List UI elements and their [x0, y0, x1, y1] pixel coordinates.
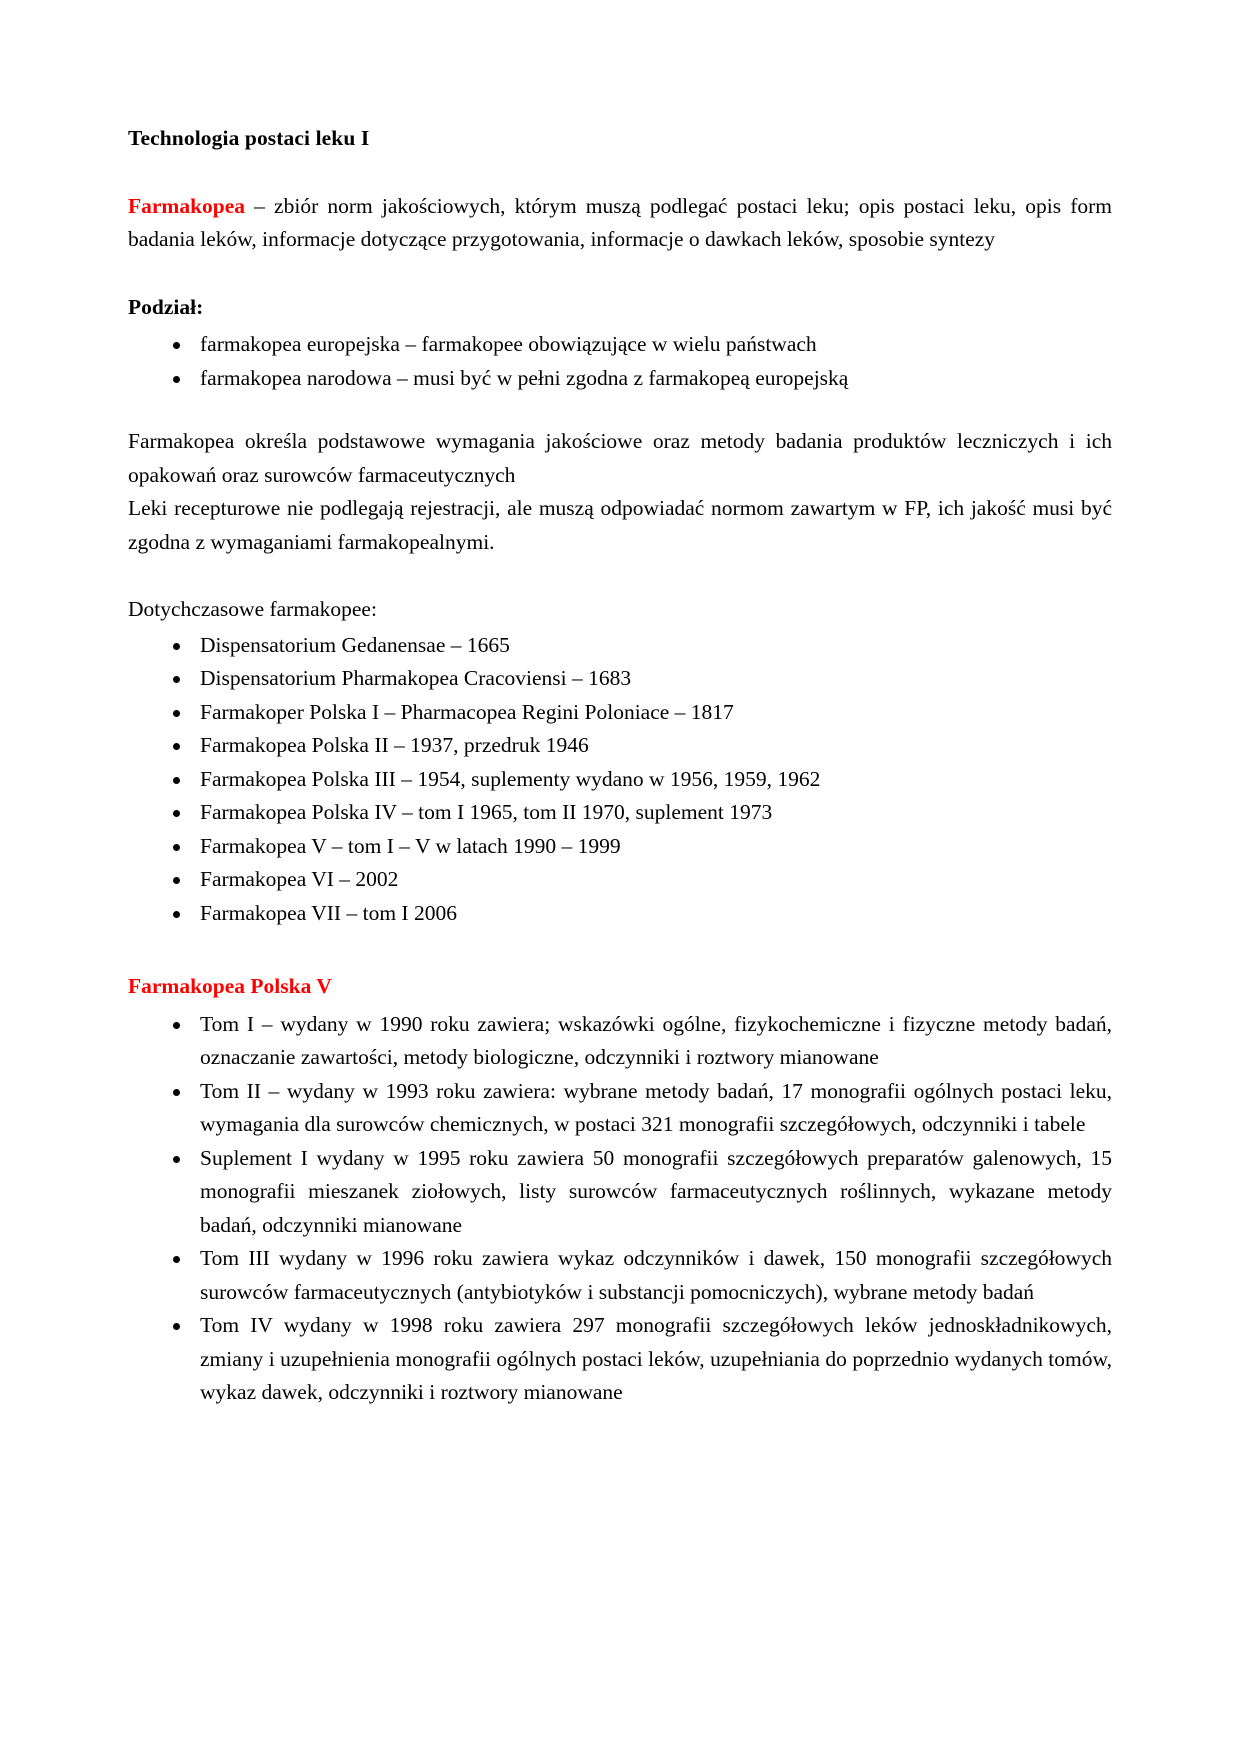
- list-item: Dispensatorium Pharmakopea Cracoviensi – 1683: [128, 662, 1112, 696]
- list-item: Farmakopea V – tom I – V w latach 1990 – 1999: [128, 830, 1112, 864]
- spacer: [128, 395, 1112, 425]
- list-item: Farmakopea Polska III – 1954, suplementy wydano w 1956, 1959, 1962: [128, 763, 1112, 797]
- spacer: [128, 577, 1112, 593]
- list-item: Suplement I wydany w 1995 roku zawiera 50 monografii szczegółowych preparatów galenowych, 15 monografii mieszanek ziołowych, listy surowców farmaceutycznych roślinnych, wykazane metody badań, odczynniki mianowane: [128, 1142, 1112, 1243]
- section-heading-podzial: Podział:: [128, 294, 204, 319]
- list-item: Tom I – wydany w 1990 roku zawiera; wskazówki ogólne, fizykochemiczne i fizyczne metody badań, oznaczanie zawartości, metody biologiczne, odczynniki i roztwory mianowane: [128, 1008, 1112, 1075]
- dotychczasowe-list: [128, 629, 1112, 931]
- paragraph-leki-recepturowe: Leki recepturowe nie podlegają rejestracji, ale muszą odpowiadać normom zawartym w FP, ich jakość musi być zgodna z wymaganiami farmakopealnymi.: [128, 496, 1112, 554]
- section-heading-farmakopea-polska-v: Farmakopea Polska V: [128, 974, 332, 999]
- podzial-list: [128, 328, 1112, 395]
- list-item: Dispensatorium Gedanensae – 1665: [128, 629, 1112, 663]
- list-item: Farmakoper Polska I – Pharmacopea Regini Poloniace – 1817: [128, 696, 1112, 730]
- list-item: Farmakopea Polska IV – tom I 1965, tom II 1970, suplement 1973: [128, 796, 1112, 830]
- spacer: [128, 275, 1112, 291]
- farmakopea-polska-v-list: [128, 1008, 1112, 1410]
- keyword-farmakopea: Farmakopea: [128, 193, 246, 218]
- list-item: Tom II – wydany w 1993 roku zawiera: wybrane metody badań, 17 monografii ogólnych postaci leku, wymagania dla surowców chemicznych, w postaci 321 monografii szczegółowych, odczynniki i tabele: [128, 1075, 1112, 1142]
- page-title: Technologia postaci leku I: [128, 126, 370, 150]
- paragraph-farmakopea-okresla: Farmakopea określa podstawowe wymagania jakościowe oraz metody badania produktów leczniczych i ich opakowań oraz surowców farmaceutycznych: [128, 429, 1112, 487]
- intro-body: – zbiór norm jakościowych, którym muszą podlegać postaci leku; opis postaci leku, opis form badania leków, informacje dotyczące przygotowania, informacje o dawkach leków, sposobie syntezy: [128, 193, 1112, 252]
- list-item: farmakopea europejska – farmakopee obowiązujące w wielu państwach: [128, 328, 1112, 362]
- intro-paragraph: [128, 190, 1112, 257]
- list-item: Tom IV wydany w 1998 roku zawiera 297 monografii szczegółowych leków jednoskładnikowych, zmiany i uzupełnienia monografii ogólnych postaci leków, uzupełniania do poprzednio wydanych tomów, wykaz dawek, odczynniki i roztwory mianowane: [128, 1309, 1112, 1410]
- list-item: farmakopea narodowa – musi być w pełni zgodna z farmakopeą europejską: [128, 362, 1112, 396]
- list-item: Tom III wydany w 1996 roku zawiera wykaz odczynników i dawek, 150 monografii szczegółowych surowców farmaceutycznych (antybiotyków i substancji pomocniczych), wybrane metody badań: [128, 1242, 1112, 1309]
- section-heading-dotychczasowe: Dotychczasowe farmakopee:: [128, 597, 377, 622]
- spacer: [128, 930, 1112, 970]
- list-item: Farmakopea VII – tom I 2006: [128, 897, 1112, 931]
- list-item: Farmakopea VI – 2002: [128, 863, 1112, 897]
- list-item: Farmakopea Polska II – 1937, przedruk 1946: [128, 729, 1112, 763]
